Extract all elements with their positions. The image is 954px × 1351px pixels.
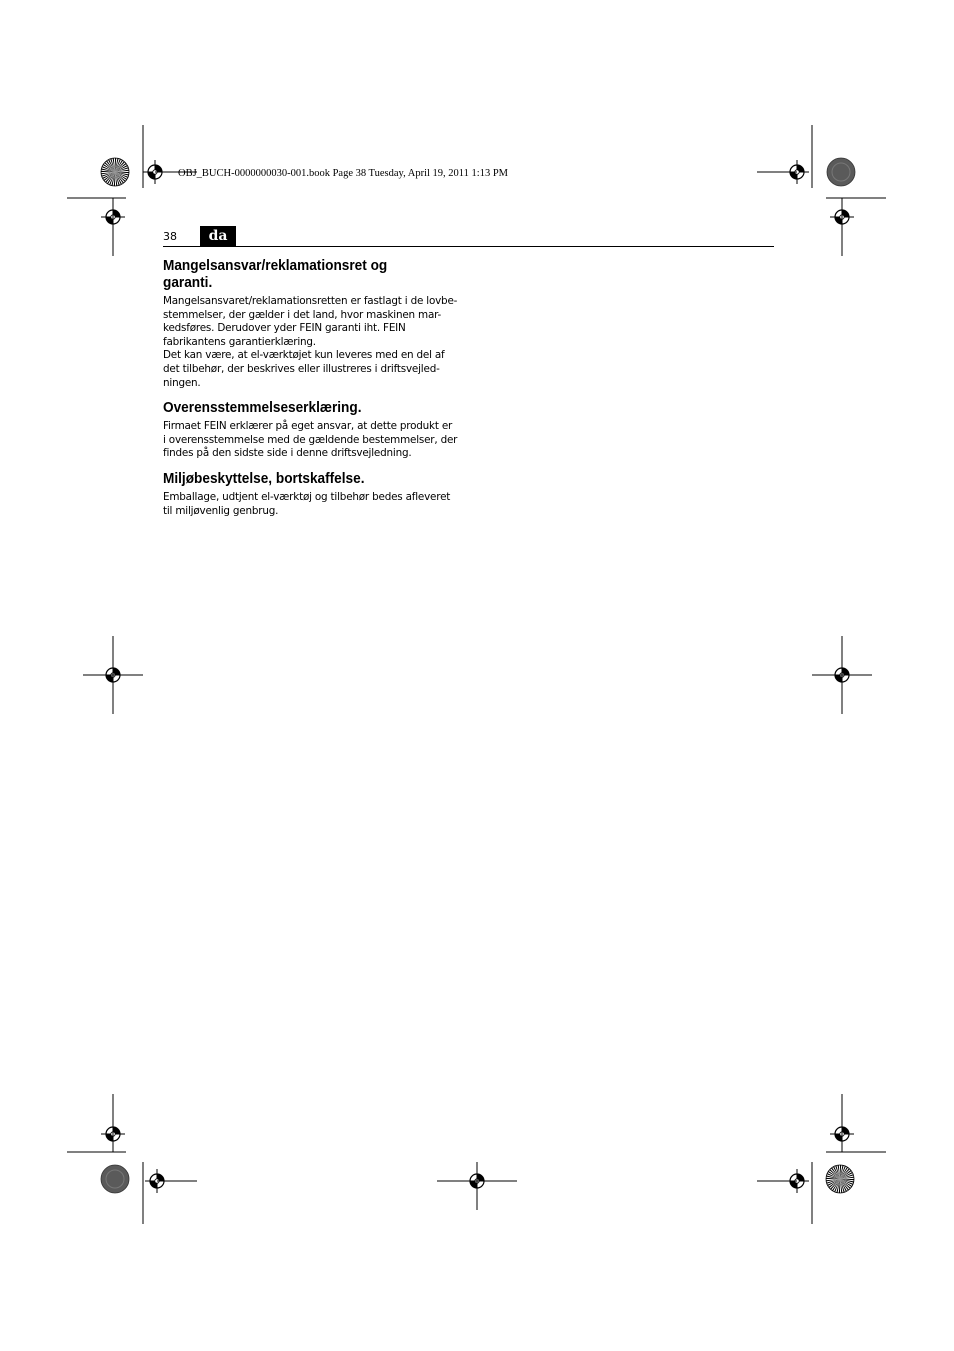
section-heading <box>163 400 445 417</box>
language-tab: da <box>200 226 236 246</box>
section-heading <box>163 258 445 292</box>
text-line: i overensstemmelse med de gældende bestemmelser, der <box>163 433 458 446</box>
text-line: kedsføres. Derudover yder FEIN garanti iht. FEIN <box>163 322 406 335</box>
heading-line: garanti. <box>163 275 213 291</box>
text-column <box>163 258 463 528</box>
text-line: ningen. <box>163 376 201 389</box>
header-rule <box>163 246 774 247</box>
text-line: Emballage, udtjent el-værktøj og tilbehør bedes afleveret <box>163 490 451 503</box>
gray-dot-icon <box>827 158 855 186</box>
text-line: findes på den sidste side i denne driftsvejledning. <box>163 447 412 460</box>
section-environment <box>163 471 463 518</box>
section-heading <box>163 471 445 488</box>
text-line: det tilbehør, der beskrives eller illustreres i driftsvejled- <box>163 362 440 375</box>
print-slug: OBJ_BUCH-0000000030-001.book Page 38 Tuesday, April 19, 2011 1:13 PM <box>178 168 508 179</box>
heading-line: Mangelsansvar/reklamationsret og <box>163 258 388 274</box>
text-line: Firmaet FEIN erklærer på eget ansvar, at dette produkt er <box>163 420 453 433</box>
section-conformity <box>163 400 463 461</box>
text-line: Det kan være, at el-værktøjet kun leveres med en del af <box>163 349 445 362</box>
text-line: stemmelser, der gælder i det land, hvor maskinen mar- <box>163 308 442 321</box>
section-warranty <box>163 258 463 390</box>
gray-dot-icon <box>101 1165 129 1193</box>
text-line: Mangelsansvaret/reklamationsretten er fastlagt i de lovbe- <box>163 295 458 307</box>
text-line: fabrikantens garantierklæring. <box>163 335 316 348</box>
text-line: til miljøvenlig genbrug. <box>163 504 279 517</box>
heading-line: Miljøbeskyttelse, bortskaffelse. <box>163 470 365 487</box>
page-number: 38 <box>163 230 177 243</box>
heading-line: Overensstemmelseserklæring. <box>163 400 362 417</box>
